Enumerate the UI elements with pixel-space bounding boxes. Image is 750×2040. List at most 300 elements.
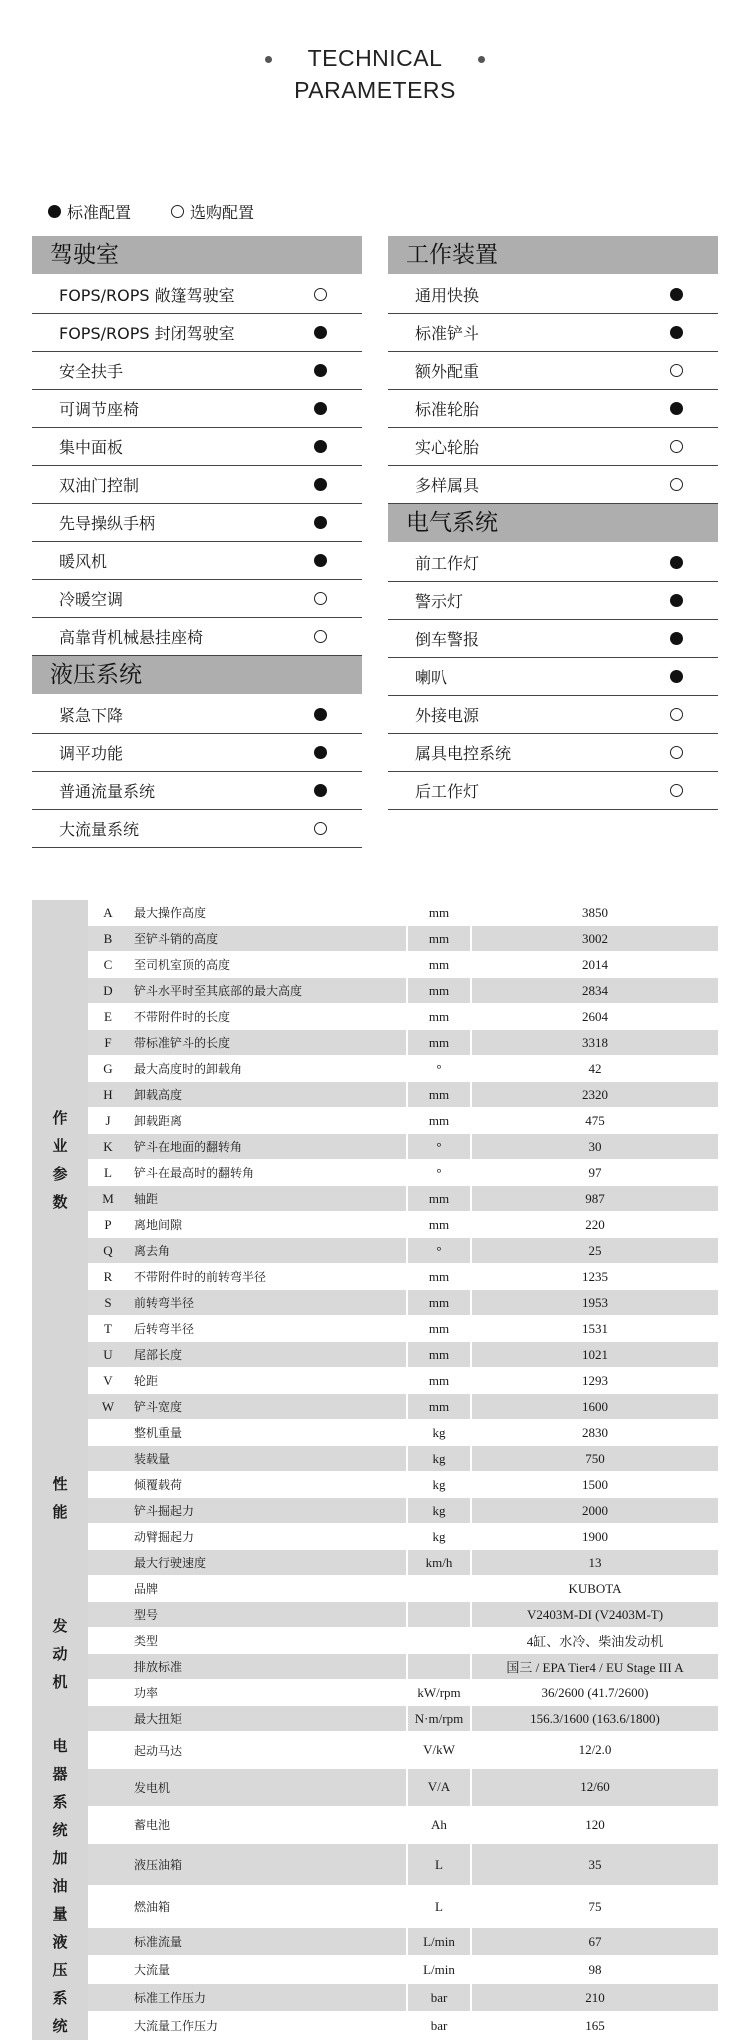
spec-code [88, 1446, 128, 1472]
spec-value: 120 [471, 1806, 718, 1843]
header-title-line1: TECHNICAL [307, 45, 443, 71]
spec-value: 97 [471, 1160, 718, 1186]
optional-dot-icon [314, 288, 327, 301]
option-label: 调平功能 [59, 744, 124, 763]
spec-unit: mm [407, 952, 471, 978]
spec-code: C [88, 952, 128, 978]
spec-unit: bar [407, 2012, 471, 2040]
spec-value: 2830 [471, 1420, 718, 1446]
spec-unit: kg [407, 1498, 471, 1524]
spec-code [88, 1886, 128, 1928]
option-row [388, 466, 718, 504]
spec-code [88, 1984, 128, 2012]
spec-unit [407, 1576, 471, 1602]
spec-unit: mm [407, 1212, 471, 1238]
spec-value: 2834 [471, 978, 718, 1004]
spec-unit [407, 1654, 471, 1680]
option-label: 前工作灯 [415, 554, 480, 573]
spec-name: 卸载高度 [128, 1082, 407, 1108]
spec-name: 卸载距离 [128, 1108, 407, 1134]
spec-name: 铲斗在最高时的翻转角 [128, 1160, 407, 1186]
spec-name: 至司机室顶的高度 [128, 952, 407, 978]
spec-name: 尾部长度 [128, 1342, 407, 1368]
spec-code [88, 1524, 128, 1550]
spec-name: 发电机 [128, 1769, 407, 1806]
option-row [32, 352, 362, 390]
optional-dot-icon [670, 708, 683, 721]
spec-value: 4缸、水冷、柴油发动机 [471, 1628, 718, 1654]
spec-group-label: 发 动 机 [32, 1576, 88, 1732]
spec-unit: mm [407, 926, 471, 952]
spec-row [32, 1550, 718, 1576]
spec-name: 最大扭矩 [128, 1706, 407, 1732]
spec-row [32, 1004, 718, 1030]
spec-row [32, 978, 718, 1004]
spec-value: 国三 / EPA Tier4 / EU Stage III A [471, 1654, 718, 1680]
spec-name: 离地间隙 [128, 1212, 407, 1238]
spec-name: 离去角 [128, 1238, 407, 1264]
section-header: 驾驶室 [32, 236, 362, 274]
spec-row [32, 1654, 718, 1680]
spec-row [32, 1732, 718, 1769]
spec-row [32, 1056, 718, 1082]
option-row [32, 580, 362, 618]
option-row [388, 544, 718, 582]
spec-code: B [88, 926, 128, 952]
standard-dot-icon [670, 556, 683, 569]
filled-dot-icon [48, 205, 61, 218]
standard-dot-icon [314, 402, 327, 415]
legend [48, 200, 294, 223]
optional-dot-icon [670, 784, 683, 797]
spec-group-label: 性 能 [32, 1420, 88, 1576]
spec-row [32, 1628, 718, 1654]
spec-name: 铲斗在地面的翻转角 [128, 1134, 407, 1160]
spec-row [32, 1290, 718, 1316]
option-row [32, 696, 362, 734]
spec-unit: L/min [407, 1956, 471, 1984]
option-row [32, 466, 362, 504]
spec-value: 12/2.0 [471, 1732, 718, 1769]
spec-name: 装载量 [128, 1446, 407, 1472]
spec-group-label: 电 器 系 统 [32, 1732, 88, 1844]
spec-row [32, 1956, 718, 1984]
spec-group-label: 作 业 参 数 [32, 900, 88, 1420]
spec-row [32, 1984, 718, 2012]
spec-unit: Ah [407, 1806, 471, 1843]
option-label: 安全扶手 [59, 362, 124, 381]
option-row [32, 772, 362, 810]
spec-name: 轴距 [128, 1186, 407, 1212]
spec-value: 3002 [471, 926, 718, 952]
spec-code [88, 1628, 128, 1654]
option-label: 大流量系统 [59, 820, 140, 839]
standard-dot-icon [670, 594, 683, 607]
spec-row [32, 1844, 718, 1886]
spec-name: 型号 [128, 1602, 407, 1628]
spec-row [32, 1394, 718, 1420]
spec-value: 1235 [471, 1264, 718, 1290]
spec-name: 起动马达 [128, 1732, 407, 1769]
spec-name: 燃油箱 [128, 1886, 407, 1928]
option-label: 冷暖空调 [59, 590, 124, 609]
option-label: 属具电控系统 [415, 744, 512, 763]
option-row [388, 696, 718, 734]
spec-value: 3318 [471, 1030, 718, 1056]
spec-value: 2604 [471, 1004, 718, 1030]
spec-row [32, 1806, 718, 1843]
option-label: 暖风机 [59, 552, 108, 571]
standard-dot-icon [314, 784, 327, 797]
option-label: 多样属具 [415, 476, 480, 495]
spec-unit: kg [407, 1446, 471, 1472]
standard-dot-icon [670, 402, 683, 415]
spec-unit: V/kW [407, 1732, 471, 1769]
spec-code [88, 1769, 128, 1806]
spec-code [88, 1732, 128, 1769]
spec-row [32, 1472, 718, 1498]
spec-value: 13 [471, 1550, 718, 1576]
standard-dot-icon [670, 632, 683, 645]
spec-name: 不带附件时的长度 [128, 1004, 407, 1030]
spec-value: KUBOTA [471, 1576, 718, 1602]
section-header: 液压系统 [32, 656, 362, 694]
spec-value: 30 [471, 1134, 718, 1160]
legend-standard-label: 标准配置 [67, 203, 132, 222]
option-label: 高靠背机械悬挂座椅 [59, 628, 204, 647]
spec-value: 2014 [471, 952, 718, 978]
spec-unit: mm [407, 1316, 471, 1342]
standard-dot-icon [314, 364, 327, 377]
option-label: 额外配重 [415, 362, 480, 381]
option-row [32, 542, 362, 580]
spec-unit: V/A [407, 1769, 471, 1806]
spec-row [32, 1420, 718, 1446]
spec-code [88, 1706, 128, 1732]
spec-value: 75 [471, 1886, 718, 1928]
spec-code: F [88, 1030, 128, 1056]
spec-row [32, 1160, 718, 1186]
spec-name: 最大操作高度 [128, 900, 407, 926]
spec-value: 750 [471, 1446, 718, 1472]
spec-unit: ° [407, 1160, 471, 1186]
option-label: 先导操纵手柄 [59, 514, 156, 533]
option-label: 外接电源 [415, 706, 480, 725]
spec-code: R [88, 1264, 128, 1290]
spec-value: 35 [471, 1844, 718, 1886]
spec-unit: kg [407, 1524, 471, 1550]
spec-unit: mm [407, 1342, 471, 1368]
spec-name: 类型 [128, 1628, 407, 1654]
spec-unit: mm [407, 1082, 471, 1108]
section-header: 电气系统 [388, 504, 718, 542]
spec-name: 标准流量 [128, 1928, 407, 1956]
spec-unit: bar [407, 1984, 471, 2012]
spec-row [32, 1706, 718, 1732]
spec-name: 标准工作压力 [128, 1984, 407, 2012]
spec-code [88, 1576, 128, 1602]
page-header [0, 42, 750, 106]
option-row [32, 428, 362, 466]
spec-code: D [88, 978, 128, 1004]
spec-value: 2000 [471, 1498, 718, 1524]
spec-group-label: 液 压 系 统 [32, 1928, 88, 2040]
spec-unit: ° [407, 1056, 471, 1082]
spec-unit: L [407, 1886, 471, 1928]
option-row [32, 390, 362, 428]
standard-dot-icon [670, 326, 683, 339]
spec-unit: mm [407, 1368, 471, 1394]
spec-code: K [88, 1134, 128, 1160]
spec-unit: mm [407, 978, 471, 1004]
option-label: 喇叭 [415, 668, 448, 687]
spec-code: S [88, 1290, 128, 1316]
options-right-column [388, 236, 718, 810]
spec-code: Q [88, 1238, 128, 1264]
spec-value: 220 [471, 1212, 718, 1238]
spec-code: J [88, 1108, 128, 1134]
spec-row [32, 1680, 718, 1706]
option-label: 双油门控制 [59, 476, 140, 495]
spec-value: 156.3/1600 (163.6/1800) [471, 1706, 718, 1732]
spec-name: 大流量 [128, 1956, 407, 1984]
spec-code [88, 1420, 128, 1446]
spec-row [32, 1769, 718, 1806]
optional-dot-icon [314, 630, 327, 643]
spec-table [32, 900, 718, 2040]
standard-dot-icon [314, 708, 327, 721]
spec-unit: L [407, 1844, 471, 1886]
optional-dot-icon [314, 592, 327, 605]
spec-code [88, 1680, 128, 1706]
spec-name: 最大高度时的卸载角 [128, 1056, 407, 1082]
spec-row [32, 1264, 718, 1290]
option-label: 警示灯 [415, 592, 464, 611]
spec-unit: mm [407, 1290, 471, 1316]
option-row [32, 734, 362, 772]
option-label: 通用快换 [415, 286, 480, 305]
option-label: 普通流量系统 [59, 782, 156, 801]
spec-row [32, 1886, 718, 1928]
option-label: 后工作灯 [415, 782, 480, 801]
option-label: 实心轮胎 [415, 438, 480, 457]
spec-group-label: 加 油 量 [32, 1844, 88, 1928]
spec-row [32, 1212, 718, 1238]
spec-name: 倾覆载荷 [128, 1472, 407, 1498]
spec-unit: ° [407, 1238, 471, 1264]
spec-row [32, 1082, 718, 1108]
option-row [388, 428, 718, 466]
spec-name: 带标准铲斗的长度 [128, 1030, 407, 1056]
spec-code [88, 1654, 128, 1680]
option-label: 倒车警报 [415, 630, 480, 649]
spec-name: 大流量工作压力 [128, 2012, 407, 2040]
option-row [32, 618, 362, 656]
spec-code: A [88, 900, 128, 926]
spec-name: 液压油箱 [128, 1844, 407, 1886]
spec-row [32, 926, 718, 952]
spec-code [88, 1806, 128, 1843]
standard-dot-icon [670, 670, 683, 683]
spec-code: W [88, 1394, 128, 1420]
spec-row [32, 1316, 718, 1342]
legend-optional [171, 200, 254, 223]
spec-code [88, 1498, 128, 1524]
spec-unit: ° [407, 1134, 471, 1160]
optional-dot-icon [314, 822, 327, 835]
spec-name: 至铲斗销的高度 [128, 926, 407, 952]
spec-name: 铲斗掘起力 [128, 1498, 407, 1524]
spec-name: 轮距 [128, 1368, 407, 1394]
spec-code [88, 1472, 128, 1498]
spec-unit [407, 1602, 471, 1628]
spec-unit: mm [407, 1186, 471, 1212]
spec-value: 475 [471, 1108, 718, 1134]
standard-dot-icon [314, 440, 327, 453]
spec-value: 42 [471, 1056, 718, 1082]
spec-unit: kg [407, 1420, 471, 1446]
legend-standard [48, 200, 131, 223]
spec-value: 1900 [471, 1524, 718, 1550]
standard-dot-icon [670, 288, 683, 301]
spec-code: V [88, 1368, 128, 1394]
spec-row [32, 1576, 718, 1602]
spec-value: 1293 [471, 1368, 718, 1394]
spec-name: 功率 [128, 1680, 407, 1706]
spec-name: 品牌 [128, 1576, 407, 1602]
standard-dot-icon [314, 516, 327, 529]
spec-value: 1953 [471, 1290, 718, 1316]
spec-row [32, 1108, 718, 1134]
bullet-icon [478, 56, 485, 63]
spec-row [32, 1498, 718, 1524]
option-row [388, 734, 718, 772]
option-row [388, 276, 718, 314]
spec-value: 98 [471, 1956, 718, 1984]
spec-unit [407, 1628, 471, 1654]
option-row [388, 352, 718, 390]
spec-value: 12/60 [471, 1769, 718, 1806]
spec-value: 1600 [471, 1394, 718, 1420]
spec-value: 67 [471, 1928, 718, 1956]
spec-code: E [88, 1004, 128, 1030]
spec-name: 后转弯半径 [128, 1316, 407, 1342]
spec-code: U [88, 1342, 128, 1368]
options-left-column [32, 236, 362, 848]
spec-unit: kW/rpm [407, 1680, 471, 1706]
option-row [388, 620, 718, 658]
spec-row [32, 900, 718, 926]
optional-dot-icon [670, 440, 683, 453]
standard-dot-icon [314, 554, 327, 567]
standard-dot-icon [314, 478, 327, 491]
spec-value: 165 [471, 2012, 718, 2040]
option-row [388, 390, 718, 428]
spec-row [32, 1342, 718, 1368]
spec-code [88, 1956, 128, 1984]
option-row [388, 582, 718, 620]
spec-name: 蓄电池 [128, 1806, 407, 1843]
spec-name: 整机重量 [128, 1420, 407, 1446]
standard-dot-icon [314, 326, 327, 339]
spec-unit: mm [407, 1030, 471, 1056]
header-title-line2: PARAMETERS [294, 77, 456, 103]
spec-code [88, 1844, 128, 1886]
option-label: 集中面板 [59, 438, 124, 457]
option-label: FOPS/ROPS 封闭驾驶室 [59, 324, 235, 343]
spec-value: 25 [471, 1238, 718, 1264]
section-header: 工作装置 [388, 236, 718, 274]
spec-code: M [88, 1186, 128, 1212]
spec-code: L [88, 1160, 128, 1186]
spec-value: 987 [471, 1186, 718, 1212]
spec-value: 3850 [471, 900, 718, 926]
spec-value: 1500 [471, 1472, 718, 1498]
option-row [32, 314, 362, 352]
option-row [388, 314, 718, 352]
spec-row [32, 1524, 718, 1550]
option-row [388, 658, 718, 696]
spec-row [32, 1928, 718, 1956]
standard-dot-icon [314, 746, 327, 759]
bullet-icon [265, 56, 272, 63]
spec-code: P [88, 1212, 128, 1238]
spec-row [32, 1238, 718, 1264]
spec-code: H [88, 1082, 128, 1108]
optional-dot-icon [670, 478, 683, 491]
spec-unit: km/h [407, 1550, 471, 1576]
legend-optional-label: 选购配置 [190, 203, 255, 222]
spec-row [32, 1186, 718, 1212]
spec-name: 动臂掘起力 [128, 1524, 407, 1550]
spec-name: 前转弯半径 [128, 1290, 407, 1316]
spec-value: V2403M-DI (V2403M-T) [471, 1602, 718, 1628]
spec-code [88, 1928, 128, 1956]
spec-row [32, 1602, 718, 1628]
spec-row [32, 1030, 718, 1056]
spec-name: 不带附件时的前转弯半径 [128, 1264, 407, 1290]
open-dot-icon [171, 205, 184, 218]
option-label: 标准铲斗 [415, 324, 480, 343]
spec-row [32, 1446, 718, 1472]
spec-value: 1531 [471, 1316, 718, 1342]
option-row [32, 276, 362, 314]
spec-code: T [88, 1316, 128, 1342]
spec-value: 2320 [471, 1082, 718, 1108]
option-label: 紧急下降 [59, 706, 124, 725]
spec-unit: N·m/rpm [407, 1706, 471, 1732]
option-label: FOPS/ROPS 敞篷驾驶室 [59, 286, 235, 305]
spec-name: 铲斗水平时至其底部的最大高度 [128, 978, 407, 1004]
spec-value: 1021 [471, 1342, 718, 1368]
spec-row [32, 1134, 718, 1160]
spec-value: 210 [471, 1984, 718, 2012]
spec-unit: mm [407, 1108, 471, 1134]
option-row [388, 772, 718, 810]
spec-unit: L/min [407, 1928, 471, 1956]
spec-unit: mm [407, 1264, 471, 1290]
spec-code [88, 1550, 128, 1576]
spec-code: G [88, 1056, 128, 1082]
optional-dot-icon [670, 364, 683, 377]
spec-row [32, 952, 718, 978]
spec-unit: kg [407, 1472, 471, 1498]
option-row [32, 504, 362, 542]
spec-name: 排放标准 [128, 1654, 407, 1680]
spec-value: 36/2600 (41.7/2600) [471, 1680, 718, 1706]
spec-name: 最大行驶速度 [128, 1550, 407, 1576]
spec-code [88, 1602, 128, 1628]
